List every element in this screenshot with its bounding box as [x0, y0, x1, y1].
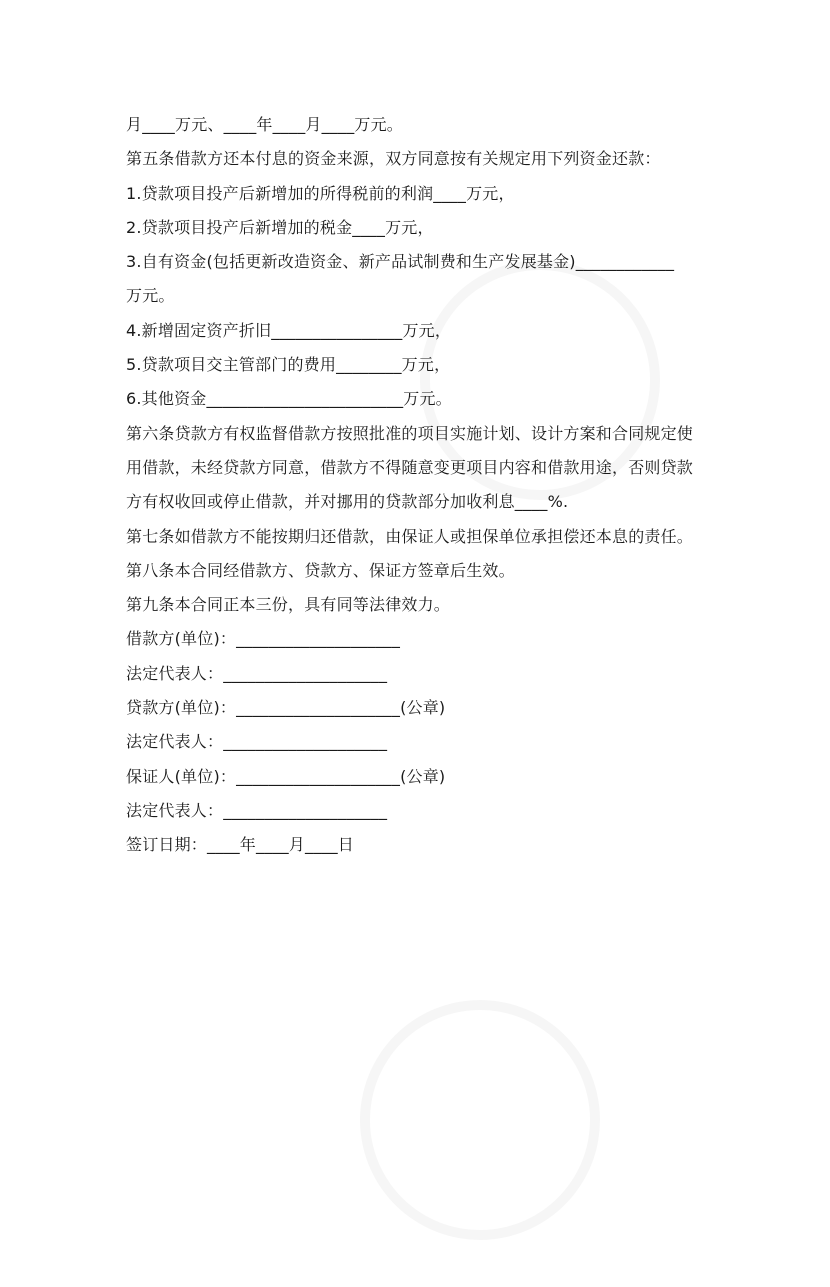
- article-5-heading: 第五条借款方还本付息的资金来源，双方同意按有关规定用下列资金还款：: [126, 149, 661, 169]
- article-9: 第九条本合同正本三份，具有同等法律效力。: [126, 595, 451, 615]
- article-7: 第七条如借款方不能按期归还借款，由保证人或担保单位承担偿还本息的责任。: [126, 526, 694, 546]
- funding-item-1: 1.贷款项目投产后新增加的所得税前的利润____万元，: [126, 183, 515, 203]
- guarantor-signature-line: 保证人(单位)：____________________(公章): [126, 766, 446, 786]
- guarantor-representative-line: 法定代表人：____________________: [126, 800, 388, 820]
- funding-item-6: 6.其他资金________________________万元。: [126, 389, 452, 409]
- funding-item-2: 2.贷款项目投产后新增加的税金____万元，: [126, 217, 434, 237]
- funding-item-3: 3.自有资金(包括更新改造资金、新产品试制费和生产发展基金)____________: [126, 252, 675, 272]
- funding-item-3-cont: 万元。: [126, 286, 175, 306]
- contract-body: [126, 108, 716, 863]
- article-8: 第八条本合同经借款方、贷款方、保证方签章后生效。: [126, 560, 515, 580]
- borrower-representative-line: 法定代表人：____________________: [126, 663, 388, 683]
- borrower-signature-line: 借款方(单位)：____________________: [126, 629, 401, 649]
- funding-item-4: 4.新增固定资产折旧________________万元，: [126, 320, 452, 340]
- article-6-line-2: 用借款，未经贷款方同意，借款方不得随意变更项目内容和借款用途，否则贷款: [126, 457, 694, 477]
- funding-item-5: 5.贷款项目交主管部门的费用________万元，: [126, 355, 451, 375]
- text-line: 月____万元、____年____月____万元。: [126, 115, 404, 134]
- lender-signature-line: 贷款方(单位)：____________________(公章): [126, 698, 446, 718]
- article-6-line-1: 第六条贷款方有权监督借款方按照批准的项目实施计划、设计方案和合同规定使: [126, 423, 694, 443]
- signing-date-line: 签订日期：____年____月____日: [126, 835, 355, 855]
- lender-representative-line: 法定代表人：____________________: [126, 732, 388, 752]
- article-6-line-3: 方有权收回或停止借款，并对挪用的贷款部分加收利息____%.: [126, 492, 569, 512]
- watermark-ring: [313, 953, 647, 1287]
